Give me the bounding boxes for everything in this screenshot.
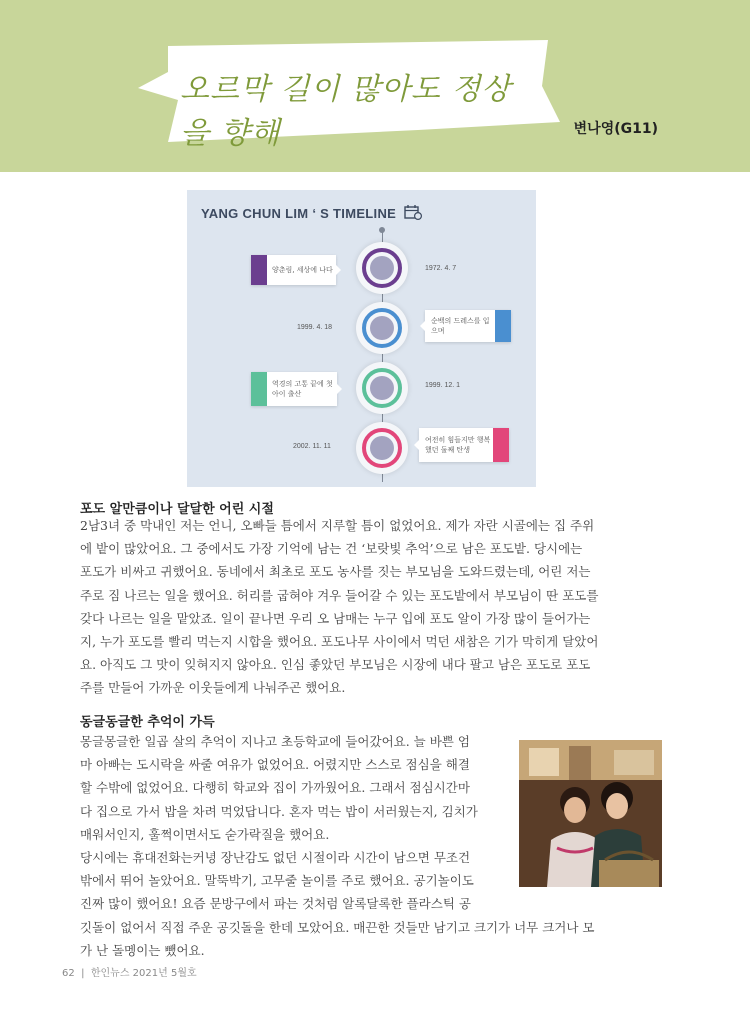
section2-line: 밖에서 뛰어 놀았어요. 말뚝박기, 고무줄 놀이를 주로 했어요. 공기놀이도: [80, 873, 474, 889]
section2-line: 진짜 많이 했어요! 요즘 문방구에서 파는 것처럼 알록달록한 플라스틱 공: [80, 896, 471, 912]
section2-line: 매워서인지, 훌쩍이면서도 숟가락질을 했어요.: [80, 826, 330, 842]
timeline-node-1: [356, 242, 408, 294]
section1-line: 지, 누가 포도를 빨리 먹는지 시합을 했어요. 포도나무 사이에서 먹던 새참은 기가 막히게 달았어: [80, 634, 599, 650]
section2-line: 마 아빠는 도시락을 싸줄 여유가 없었어요. 어렸지만 스스로 점심을 해결: [80, 757, 470, 773]
section1-line: 요. 아직도 그 맛이 잊혀지지 않아요. 인심 좋았던 부모님은 시장에 내다 팔고 남은 포도로 포도: [80, 657, 591, 673]
page-title: 오르막 길이 많아도 정상을 향해: [180, 72, 512, 151]
section1-line: 주로 짐 나르는 일을 했어요. 허리를 굽혀야 겨우 들어갈 수 있는 포도밭에서 부모님이 딴 포도를: [80, 587, 599, 603]
page-number: 62: [62, 968, 75, 979]
section1-line: 2남3녀 중 막내인 저는 언니, 오빠들 틈에서 지루할 틈이 없었어요. 제가 자란 시골에는 집 주위: [80, 518, 595, 533]
timeline-event-text-3: 역경의 고통 끝에 첫 아이 출산: [272, 380, 333, 398]
section2-line: 몽글몽글한 일곱 살의 추억이 지나고 초등학교에 들어갔어요. 늘 바쁜 엄: [80, 734, 470, 749]
page-footer: [62, 964, 197, 979]
section1-body: [80, 514, 670, 700]
timeline-event-text-4: 여전히 힘들지만 행복했던 둘째 탄생: [425, 436, 491, 454]
timeline-title: YANG CHUN LIM ‘ S TIMELINE: [201, 206, 397, 221]
section2-line: 당시에는 휴대전화는커녕 장난감도 없던 시절이라 시간이 남으면 무조건: [80, 850, 471, 866]
timeline-graphic: [187, 190, 536, 487]
timeline-date-1: 1972. 4. 7: [425, 265, 457, 272]
section2-title: 동글동글한 추억이 가득: [80, 715, 215, 730]
publication-name: 한인뉴스 2021년 5월호: [90, 968, 197, 979]
timeline-node-3: [356, 362, 408, 414]
timeline-node-2: [356, 302, 408, 354]
section1-line: 포도가 비싸고 귀했어요. 동네에서 최초로 포도 농사를 짓는 부모님을 도와드렸는데, 어린 저는: [80, 564, 591, 580]
section1-title: 포도 알만큼이나 달달한 어린 시절: [80, 502, 274, 517]
timeline-date-3: 1999. 12. 1: [425, 382, 461, 389]
timeline-date-2: 1999. 4. 18: [297, 324, 333, 331]
section2-line: 할 수밖에 없었어요. 다행히 학교와 집이 가까웠어요. 그래서 점심시간마: [80, 780, 470, 796]
section1-line: 갖다 나르는 일을 맡았죠. 일이 끝나면 우리 오 남매는 누구 입에 포도 알이 가장 많이 들어가는: [80, 610, 591, 626]
footer-divider: |: [77, 968, 88, 979]
section2-line: 깃돌이 없어서 직접 주운 공깃돌을 한데 모았어요. 매끈한 것들만 남기고 크기가 너무 크거나 모: [80, 919, 595, 935]
author-name: 변나영(G11): [573, 121, 658, 137]
timeline-card-4: [419, 428, 509, 462]
section1-line: 에 밭이 많았어요. 그 중에서도 가장 기억에 남는 건 ‘보랏빛 추억’으로 남은 포도밭. 당시에는: [80, 541, 583, 557]
timeline-card-1: [251, 255, 336, 285]
timeline-event-text-2: 순백의 드레스를 입으며: [431, 317, 490, 335]
section1-line: 주를 만들어 가까운 이웃들에게 나눠주곤 했어요.: [80, 680, 346, 696]
section2-line: 가 난 돌멩이는 뺐어요.: [80, 942, 205, 958]
calendar-icon: [404, 204, 422, 220]
timeline-event-text-1: 양춘림, 세상에 나다: [272, 266, 333, 274]
timeline-card-2: [425, 310, 511, 342]
timeline-node-4: [356, 422, 408, 474]
timeline-card-3: [251, 372, 337, 406]
section2-line: 다 집으로 가서 밥을 차려 먹었답니다. 혼자 먹는 밥이 서러웠는지, 김치가: [80, 803, 478, 819]
timeline-date-4: 2002. 11. 11: [293, 443, 331, 450]
family-photo: [519, 740, 662, 887]
